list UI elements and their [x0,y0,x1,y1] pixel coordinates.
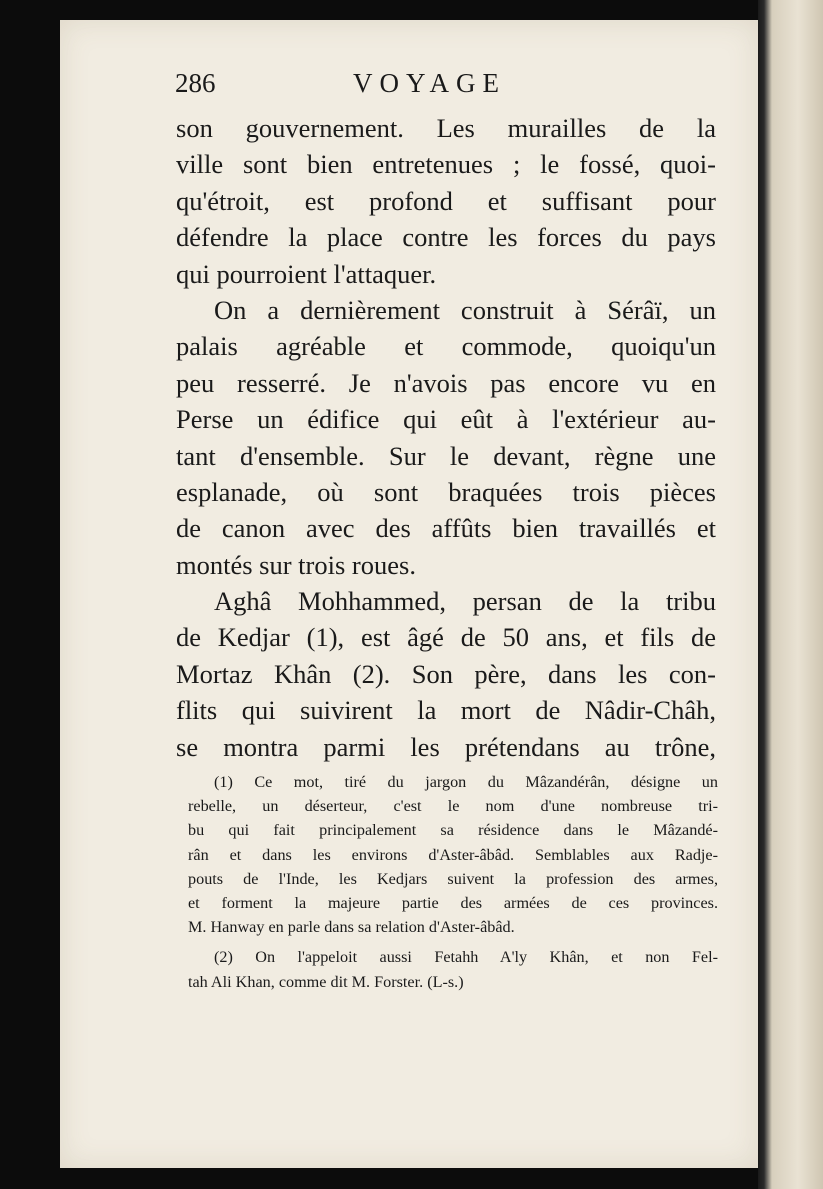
text-line: montés sur trois roues. [176,549,416,580]
text-line: tant d'ensemble. Sur le devant, règne une [176,440,716,471]
text-line: son gouvernement. Les murailles de la [176,113,716,143]
footnotes [188,770,718,994]
footnote-line: rân et dans les environs d'Aster-âbâd. Semblables aux Radje- [188,845,718,864]
running-head [175,66,715,106]
footnote-line: (1) Ce mot, tiré du jargon du Mâzandérân, désigne un [214,773,718,791]
text-line: esplanade, où sont braquées trois pièces [176,476,716,507]
footnote-line: bu qui fait principalement sa résidence dans le Mâzandé- [188,821,718,840]
text-line: qui pourroient l'attaquer. [176,258,437,289]
text-line: ville sont bien entretenues ; le fossé, quoi- [176,149,716,180]
footnote-line: tah Ali Khan, comme dit M. Forster. (L-s.) [188,972,464,991]
text-line: de canon avec des affûts bien travaillés et [176,513,716,544]
text-line: Aghâ Mohhammed, persan de la tribu [214,586,716,617]
footnote-line: et forment la majeure partie des armées de ces provinces. [188,893,718,912]
footnote-line: M. Hanway en parle dans sa relation d'Aster-âbâd. [188,918,515,937]
text-line: Perse un édifice qui eût à l'extérieur au- [176,404,716,435]
text-line: défendre la place contre les forces du pays [176,222,716,253]
text-line: palais agréable et commode, quoiqu'un [176,331,716,362]
page-number: 286 [175,68,216,98]
facing-page-edge [758,0,823,1189]
text-line: Mortaz Khân (2). Son père, dans les con- [176,658,716,689]
running-title: VOYAGE [353,68,506,98]
text-line: se montra parmi les prétendans au trône, [176,731,716,762]
text-line: On a dernièrement construit à Sérâï, un [214,294,716,325]
footnote-line: rebelle, un déserteur, c'est le nom d'une nombreuse tri- [188,797,718,816]
footnote-line: pouts de l'Inde, les Kedjars suivent la profession des armes, [188,869,718,888]
body-text [176,110,716,765]
footnote-line: (2) On l'appeloit aussi Fetahh A'ly Khân, et non Fel- [214,948,718,967]
text-line: peu resserré. Je n'avois pas encore vu en [176,367,716,398]
text-line: qu'étroit, est profond et suffisant pour [176,185,716,216]
text-line: de Kedjar (1), est âgé de 50 ans, et fils de [176,622,716,653]
text-line: flits qui suivirent la mort de Nâdir-Châh, [176,695,716,726]
